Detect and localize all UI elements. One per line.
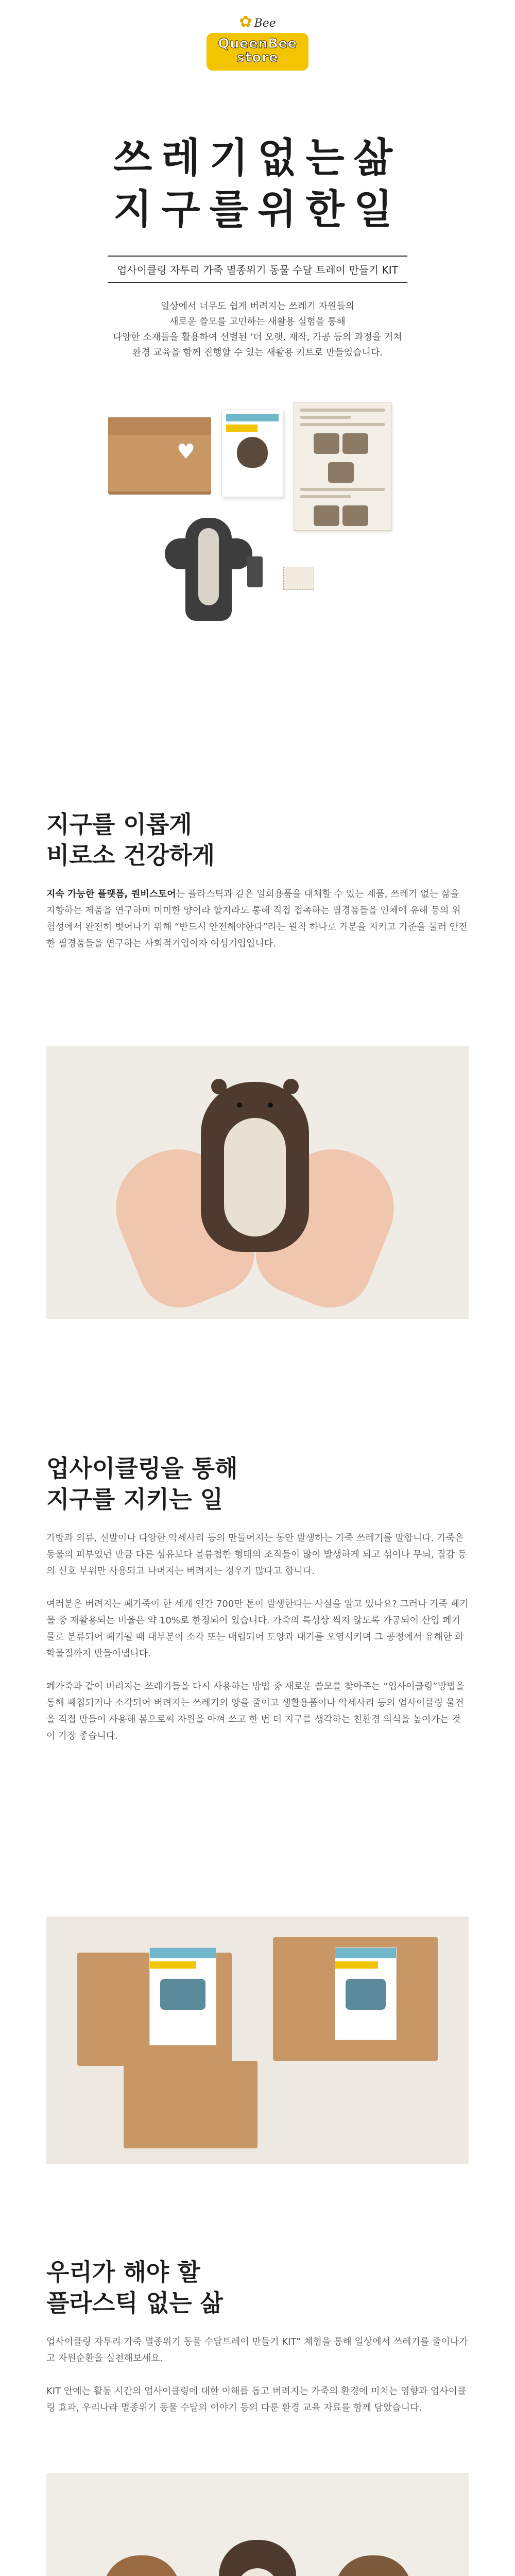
fastener-pack-image <box>283 567 314 590</box>
hero-desc-line: 다양한 소재들을 활용하여 선별된 ‘더 오랫, 재작, 가공 등의 과정을 거쳐 <box>113 332 402 343</box>
brand-highlight: 지속 가능한 플랫폼, 퀀비스토어 <box>46 889 176 900</box>
heart-icon: ♥ <box>177 440 195 464</box>
hero-description <box>0 299 515 361</box>
instruction-sheet-image <box>294 402 391 531</box>
hero-title-line1: 쓰레기없는삶 <box>113 135 402 181</box>
section-upcycling <box>0 1453 515 1761</box>
three-otter-trays-photo <box>46 2473 469 2576</box>
logo-line2: store <box>236 50 279 66</box>
section-plastic-free <box>0 2257 515 2433</box>
kit-product-image <box>108 402 407 670</box>
logo-badge <box>207 33 308 71</box>
section-healthy-earth <box>0 809 515 969</box>
section-body: 업사이클링 자투리 가죽 멸종위기 동물 수달트레이 만들기 KIT” 체험을 통해 일상에서 쓰레기를 줄이나가고 자원순환을 실천해보세요. KIT 안에는 활동 시간의 업사이클링에 대한 이해를 돕고 버려지는 가죽의 환경에 미치는 영향과 업사이클링 효과, 우리나라 멸종위기 동물 수달의 이야기 등의 다룬 환경 교육 자료를 함께 담았습니다. <box>46 2336 468 2413</box>
section-title: 지구를 이롭게 비로소 건강하게 <box>46 810 215 869</box>
guide-booklet-image <box>221 410 283 497</box>
hero-section <box>0 0 515 752</box>
logo-line1: QueenBee <box>218 36 297 52</box>
hero-desc-line: 일상에서 너무도 쉽게 버려지는 쓰레기 자원들의 <box>160 301 355 312</box>
leather-otter-parts-image <box>185 518 232 621</box>
hero-desc-line: 새로운 쓸모를 고민하는 새활용 실험을 통해 <box>169 316 346 327</box>
kraft-box-image <box>108 417 211 495</box>
leather-strap-image <box>247 556 263 587</box>
section-body: 지속 가능한 플랫폼, 퀀비스토어는 플라스틱과 같은 일회용품을 대체할 수 있는 제품, 쓰레기 없는 삶을 지향하는 제품을 연구하며 미미한 양이라 할지라도 통해 직접 접촉하는 필경품들을 인체에 유해 등의 위험성에서 완전히 벗어나기 위해 “반드시 안전해야한다”라는 원칙 하나로 가분을 지키고 가준을 둘러 안전한 필경품들을 연구하는 사회적기업이자 여성기업입니다. <box>46 889 468 949</box>
hero-subtitle: 업사이클링 자투리 가죽 멸종위기 동물 수달 트레이 만들기 KIT <box>108 256 407 283</box>
hero-title <box>0 133 515 236</box>
section-body: 가방과 의류, 신발이나 다양한 악세사리 등의 만들어지는 동안 발생하는 가죽 쓰레기를 말합니다. 가죽은 동물의 피부였던 만큼 다른 섬유보다 볼륨첩한 형태의 조직들이 많이 발생하게 되고 섞이나 무늬, 질감 등의 선호 부위만 사용되고 나머지는 버려지는 경우가 많다고 합니다. 여러분은 버려지는 폐가죽이 한 세계 연간 700만 톤이 발생한다는 사실을 알고 있나요? 그러나 가죽 폐기물 중 재활용되는 비율은 약 10%로 한정되어 있습니다. 가죽의 특성상 썩지 않도록 가공되어 산업 폐기물로 분류되어 폐기될 때 대부분이 소각 또는 매립되어 토양과 대기를 오염시키며 그 공정에서 유해한 화학물질까지 만들어냅니다. 폐가죽과 같이 버려지는 쓰레기들을 다시 사용하는 방법 중 새로운 쓸모를 찾아주는 “업사이클링”방법을 통해 폐칩되거나 소각되어 버려지는 쓰레기의 양을 줄이고 생활용품이나 악세사리 등의 업사이클링 물건을 직접 만들어 사용해 봄으로써 자원을 아껴 쓰고 한 번 더 지구를 생각하는 친환경 의식을 높여가는 것이 가장 좋습니다. <box>46 1533 469 1741</box>
section-title: 업사이클링을 통해 지구를 지키는 일 <box>46 1454 238 1513</box>
kit-boxes-photo <box>46 1917 469 2164</box>
bee-icon: ✿ Bee <box>239 13 276 31</box>
hero-desc-line: 환경 교육을 함께 진행할 수 있는 새활용 키트로 만들었습니다. <box>132 347 383 358</box>
otter-tray-in-hands-photo <box>46 1046 469 1319</box>
section-title: 우리가 해야 할 플라스틱 없는 삶 <box>46 2258 224 2317</box>
store-logo[interactable] <box>0 14 515 71</box>
hero-title-line2: 지구를위한일 <box>113 186 402 233</box>
